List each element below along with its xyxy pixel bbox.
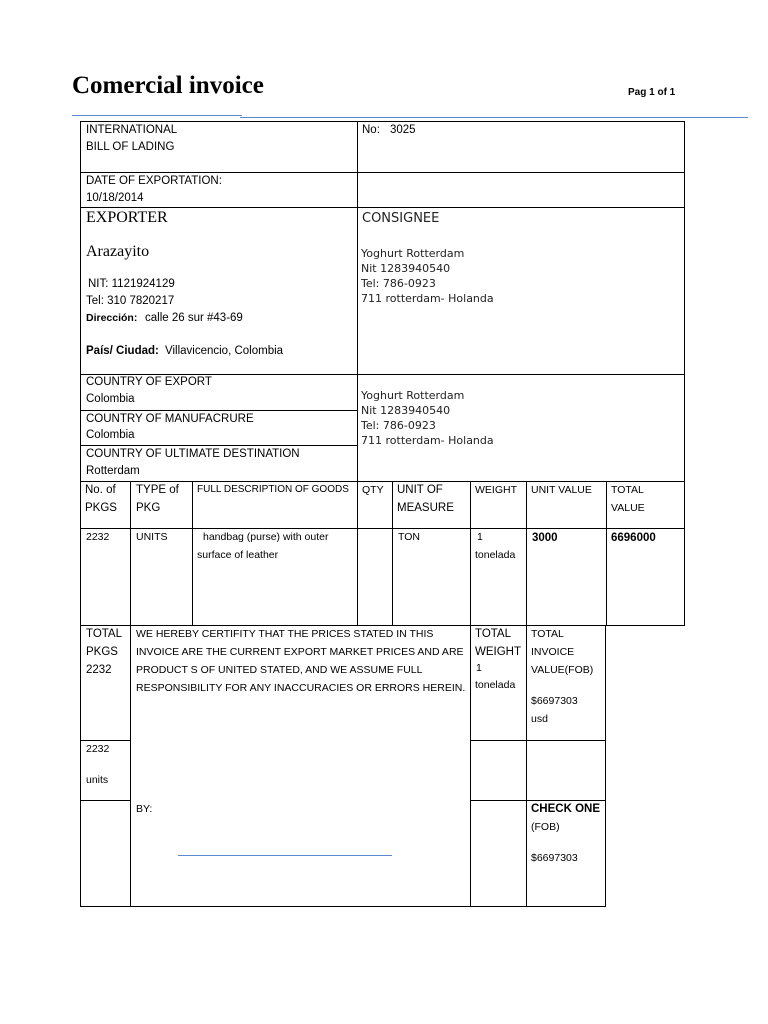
total-pkgs-label: PKGS bbox=[86, 646, 118, 658]
units-count: 2232 bbox=[86, 743, 110, 755]
column-header-type: TYPE of bbox=[136, 484, 179, 496]
total-invoice-label: TOTAL bbox=[531, 628, 564, 640]
exporter-heading: EXPORTER bbox=[86, 209, 168, 226]
exporter-country-value: Villavicencio, Colombia bbox=[165, 345, 284, 357]
date-of-exportation-label: DATE OF EXPORTATION: bbox=[86, 175, 222, 187]
item-type: UNITS bbox=[136, 531, 168, 543]
bill-of-lading-label: BILL OF LADING bbox=[86, 141, 175, 153]
notify-address: 711 rotterdam- Holanda bbox=[361, 434, 494, 447]
country-of-manufacture-value: Colombia bbox=[86, 429, 135, 441]
notify-nit: Nit 1283940540 bbox=[361, 404, 451, 417]
column-header-total-value: VALUE bbox=[611, 502, 645, 514]
column-header-unit: UNIT OF bbox=[397, 484, 443, 496]
item-weight: 1 bbox=[477, 531, 483, 543]
goods-table-column-divider bbox=[526, 481, 527, 626]
consignee-name: Yoghurt Rotterdam bbox=[361, 247, 465, 260]
goods-table-row-divider bbox=[80, 528, 685, 529]
date-of-exportation-value: 10/18/2014 bbox=[86, 192, 144, 204]
exporter-nit: NIT: 1121924129 bbox=[88, 278, 175, 290]
goods-table-column-divider bbox=[392, 481, 393, 626]
column-header-weight: WEIGHT bbox=[475, 484, 517, 496]
totals-column-divider bbox=[130, 625, 131, 907]
column-header-pkgs: PKGS bbox=[85, 502, 117, 514]
certification-text: RESPONSIBILITY FOR ANY INACCURACIES OR ERRORS HEREIN. bbox=[136, 682, 466, 694]
country-of-destination-label: COUNTRY OF ULTIMATE DESTINATION bbox=[86, 448, 300, 460]
totals-column-divider bbox=[526, 625, 527, 907]
exporter-address-value: calle 26 sur #43-69 bbox=[145, 312, 243, 324]
total-weight-label: WEIGHT bbox=[475, 646, 521, 658]
totals-row-divider bbox=[80, 800, 131, 801]
column-header-pkgs: No. of bbox=[85, 484, 116, 496]
country-of-manufacture-label: COUNTRY OF MANUFACRURE bbox=[86, 413, 254, 425]
total-invoice-currency: usd bbox=[531, 713, 548, 725]
column-header-unit: MEASURE bbox=[397, 502, 454, 514]
goods-table bbox=[80, 481, 685, 626]
exporter-name: Arazayito bbox=[86, 243, 150, 260]
consignee-tel: Tel: 786-0923 bbox=[361, 277, 436, 290]
item-unit: TON bbox=[398, 531, 420, 543]
exporter-country-label: País/ Ciudad: bbox=[86, 345, 159, 357]
item-total-value: 6696000 bbox=[611, 532, 656, 544]
consignee-heading: CONSIGNEE bbox=[362, 211, 440, 226]
notify-tel: Tel: 786-0923 bbox=[361, 419, 436, 432]
total-weight-label: TOTAL bbox=[475, 628, 511, 640]
totals-row-divider bbox=[470, 740, 606, 741]
certification-text: WE HEREBY CERTIFITY THAT THE PRICES STATED IN THIS bbox=[136, 628, 434, 640]
certification-text: INVOICE ARE THE CURRENT EXPORT MARKET PRICES AND ARE bbox=[136, 646, 464, 658]
notify-name: Yoghurt Rotterdam bbox=[361, 389, 465, 402]
exporter-tel: Tel: 310 7820217 bbox=[86, 295, 175, 307]
total-weight-unit: tonelada bbox=[475, 679, 516, 691]
check-fob-label: (FOB) bbox=[531, 821, 560, 833]
total-invoice-label: INVOICE bbox=[531, 646, 575, 658]
consignee-nit: Nit 1283940540 bbox=[361, 262, 451, 275]
total-weight-value: 1 bbox=[476, 662, 482, 674]
item-description: handbag (purse) with outer bbox=[203, 531, 329, 543]
column-header-unit-value: UNIT VALUE bbox=[531, 484, 592, 496]
total-invoice-label: VALUE(FOB) bbox=[531, 664, 594, 676]
item-pkgs: 2232 bbox=[86, 531, 110, 543]
total-invoice-value: $6697303 bbox=[531, 695, 578, 707]
totals-column-divider bbox=[470, 625, 471, 907]
header-rule bbox=[240, 117, 748, 118]
exporter-address-label: Dirección: bbox=[86, 312, 138, 324]
total-pkgs-value: 2232 bbox=[86, 664, 112, 676]
goods-table-column-divider bbox=[130, 481, 131, 626]
bill-of-lading-label: INTERNATIONAL bbox=[86, 124, 178, 136]
invoice-number-value: 3025 bbox=[390, 124, 416, 136]
column-header-qty: QTY bbox=[362, 484, 384, 496]
item-weight: tonelada bbox=[475, 549, 516, 561]
goods-table-column-divider bbox=[192, 481, 193, 626]
invoice-number-label: No: bbox=[362, 124, 380, 136]
document-title: Comercial invoice bbox=[72, 72, 264, 99]
check-value: $6697303 bbox=[531, 852, 578, 864]
column-header-description: FULL DESCRIPTION OF GOODS bbox=[197, 484, 349, 495]
check-one-label: CHECK ONE bbox=[531, 803, 601, 815]
signature-by-label: BY: bbox=[136, 803, 153, 815]
header-rule bbox=[72, 115, 242, 116]
country-of-export-label: COUNTRY OF EXPORT bbox=[86, 376, 212, 388]
goods-table-column-divider bbox=[357, 481, 358, 626]
country-of-export-value: Colombia bbox=[86, 393, 135, 405]
item-unit-value: 3000 bbox=[532, 532, 558, 544]
column-header-total-value: TOTAL bbox=[611, 484, 644, 496]
item-description: surface of leather bbox=[197, 549, 279, 561]
goods-table-column-divider bbox=[606, 481, 607, 626]
goods-table-column-divider bbox=[470, 481, 471, 626]
date-side-cell bbox=[357, 172, 685, 208]
signature-line bbox=[178, 855, 392, 856]
consignee-address: 711 rotterdam- Holanda bbox=[361, 292, 494, 305]
units-label: units bbox=[86, 774, 109, 786]
page-number: Pag 1 of 1 bbox=[628, 87, 676, 98]
certification-text: PRODUCT S OF UNITED STATED, AND WE ASSUME FULL bbox=[136, 664, 423, 676]
total-pkgs-label: TOTAL bbox=[86, 628, 122, 640]
column-header-type: PKG bbox=[136, 502, 161, 514]
country-of-destination-value: Rotterdam bbox=[86, 465, 140, 477]
